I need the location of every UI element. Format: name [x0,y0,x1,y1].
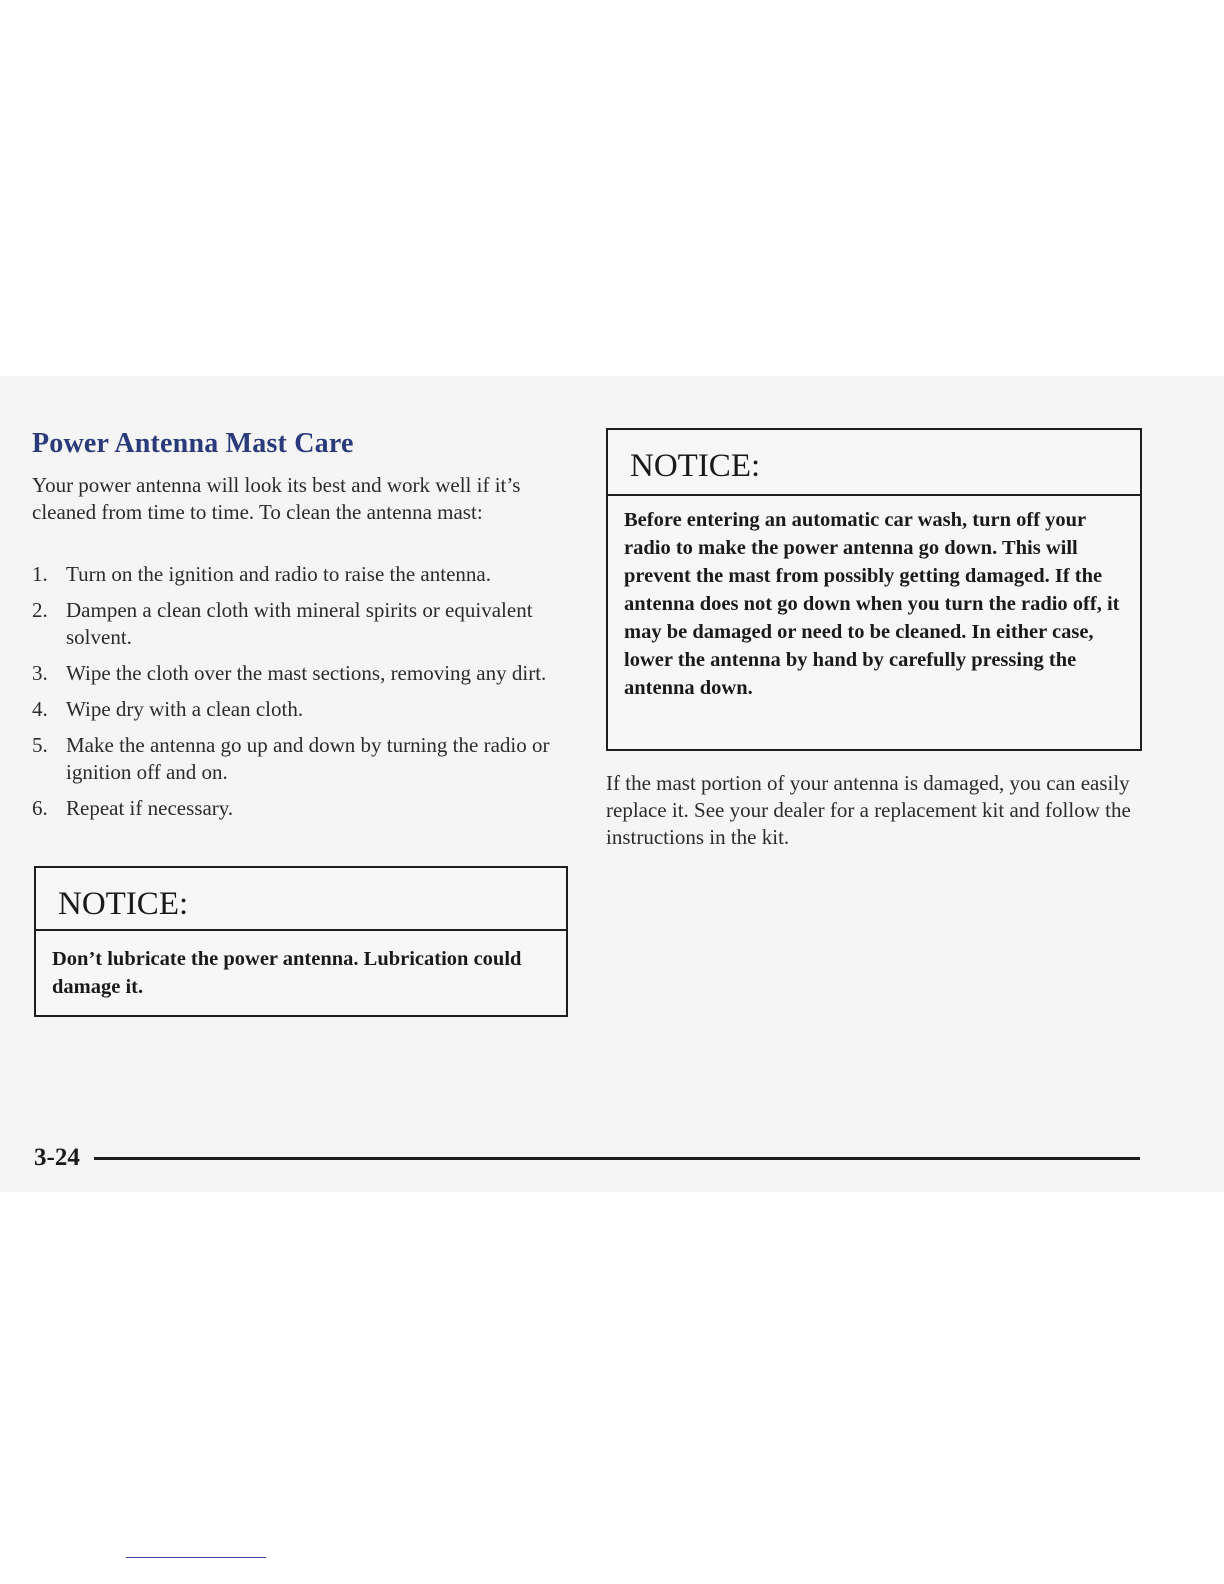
section-title: Power Antenna Mast Care [32,428,354,459]
step-text: Turn on the ignition and radio to raise the antenna. [66,562,491,586]
step-number: 2. [32,598,48,622]
step-number: 1. [32,562,48,586]
intro-paragraph: Your power antenna will look its best and work well if it’s cleaned from time to time. To clean the antenna mast: [32,473,521,524]
steps-list [32,561,552,831]
page-number: 3-24 [34,1144,80,1171]
list-item [32,660,552,687]
notice-heading: NOTICE: [36,868,566,931]
step-number: 6. [32,796,48,820]
notice-box-lubrication [34,866,568,1017]
notice-body: Before entering an automatic car wash, turn off your radio to make the power antenna go down. This will prevent the mast from possibly getting damaged. If the antenna does not go down when you turn the radio off, it may be damaged or need to be cleaned. In either case, lower the antenna by hand by carefully pressing the antenna down. [624,509,1120,699]
notice-body: Don’t lubricate the power antenna. Lubrication could damage it. [52,948,522,998]
step-text: Dampen a clean cloth with mineral spirits or equivalent solvent. [66,598,533,649]
list-item [32,795,552,822]
list-item [32,696,552,723]
step-text: Wipe the cloth over the mast sections, removing any dirt. [66,661,547,685]
notice-heading: NOTICE: [608,430,1140,496]
step-text: Make the antenna go up and down by turning the radio or ignition off and on. [66,733,550,784]
bottom-divider [126,1557,266,1558]
replacement-paragraph: If the mast portion of your antenna is damaged, you can easily replace it. See your dealer for a replacement kit and follow the instructions in the kit. [606,771,1131,849]
step-number: 5. [32,733,48,757]
step-text: Wipe dry with a clean cloth. [66,697,304,721]
step-text: Repeat if necessary. [66,796,234,820]
list-item [32,597,552,651]
list-item [32,732,552,786]
step-number: 3. [32,661,48,685]
list-item [32,561,552,588]
footer-rule [94,1157,1140,1160]
step-number: 4. [32,697,48,721]
notice-box-car-wash [606,428,1142,751]
